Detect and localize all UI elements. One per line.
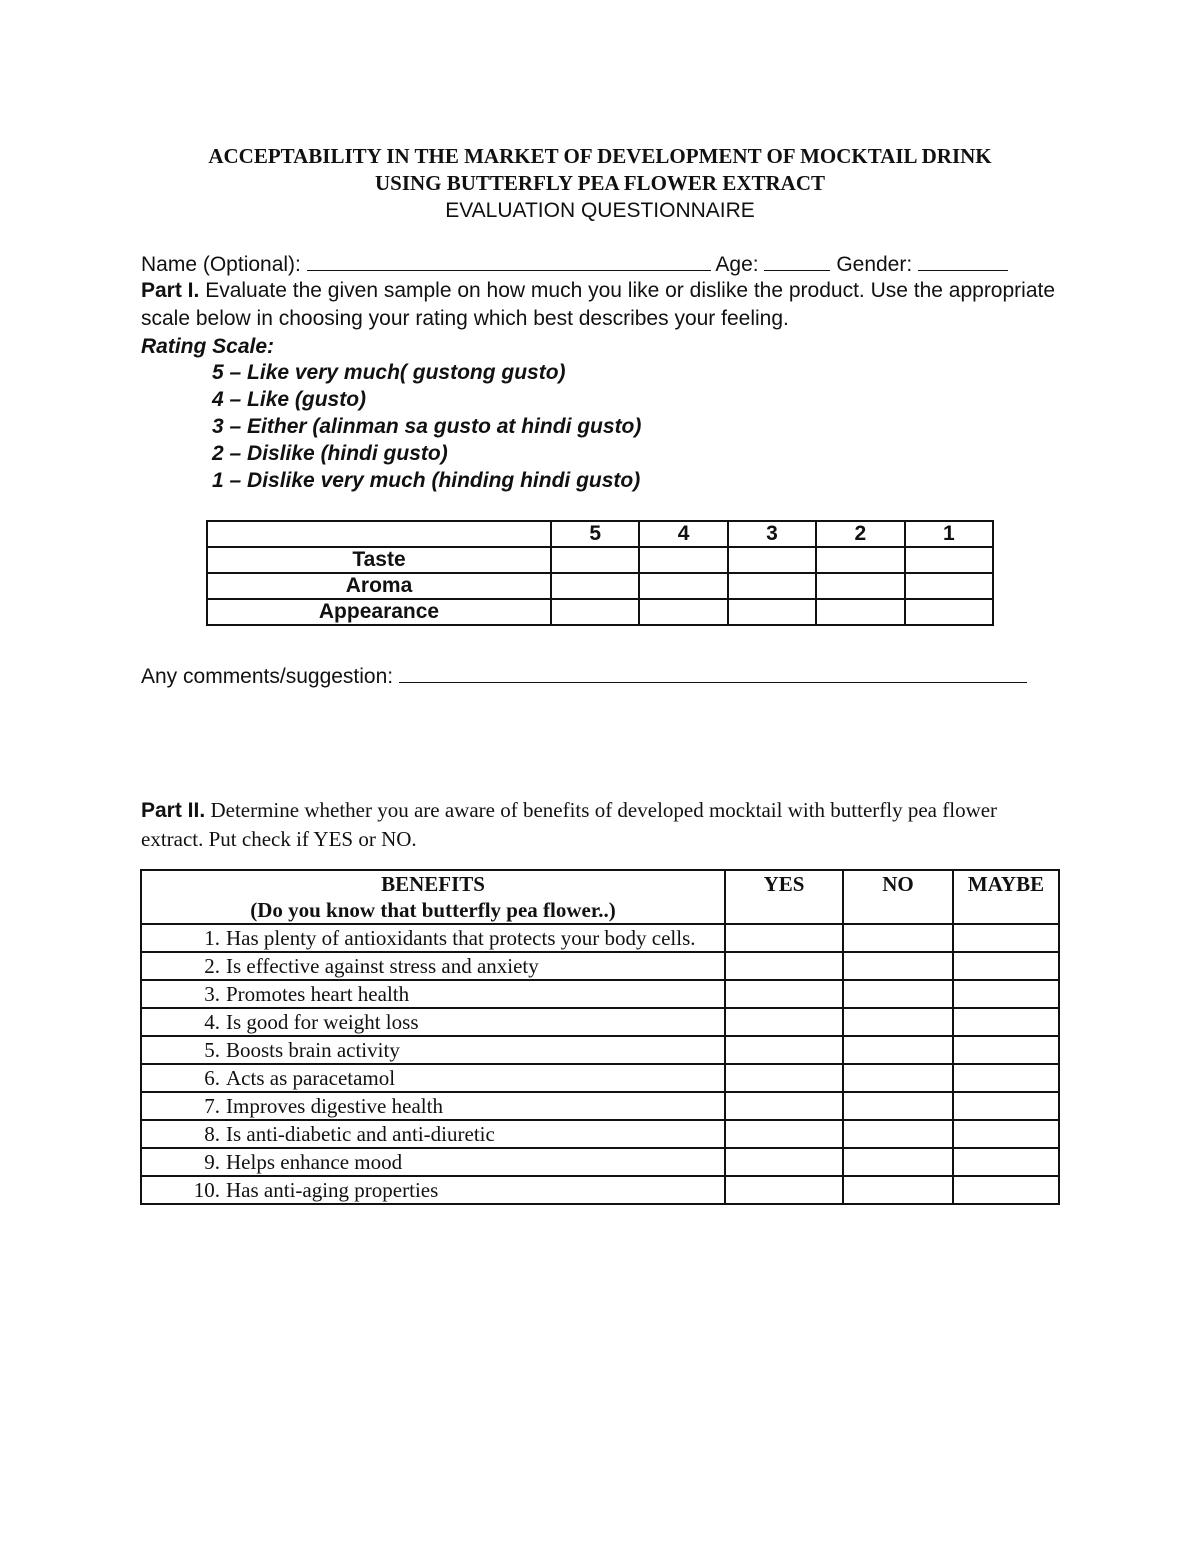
age-label: Age: bbox=[715, 253, 759, 276]
scale-item: 2 – Dislike (hindi gusto) bbox=[212, 442, 448, 465]
name-field[interactable] bbox=[307, 250, 711, 271]
yes-cell[interactable] bbox=[725, 1064, 843, 1092]
rating-row-aroma bbox=[207, 573, 993, 599]
benefit-text: Promotes heart health bbox=[226, 982, 410, 1006]
scale-item: 1 – Dislike very much (hinding hindi gusto) bbox=[212, 469, 641, 492]
benefit-number: 9. bbox=[204, 1150, 220, 1174]
benefit-cell bbox=[141, 1064, 725, 1092]
no-cell[interactable] bbox=[843, 952, 953, 980]
part1-instructions bbox=[141, 277, 1059, 333]
comments-label: Any comments/suggestion: bbox=[141, 665, 394, 688]
maybe-cell[interactable] bbox=[953, 1036, 1059, 1064]
benefits-header-row bbox=[141, 870, 1059, 924]
rating-cell[interactable] bbox=[551, 547, 639, 573]
benefit-row bbox=[141, 1036, 1059, 1064]
maybe-header: MAYBE bbox=[953, 870, 1059, 924]
benefit-text: Has plenty of antioxidants that protects your body cells. bbox=[226, 926, 696, 950]
yes-cell[interactable] bbox=[725, 1092, 843, 1120]
no-cell[interactable] bbox=[843, 1120, 953, 1148]
benefit-text: Is effective against stress and anxiety bbox=[226, 954, 539, 978]
maybe-cell[interactable] bbox=[953, 980, 1059, 1008]
scale-item: 3 – Either (alinman sa gusto at hindi gusto) bbox=[212, 415, 642, 438]
benefit-text: Is good for weight loss bbox=[226, 1010, 419, 1034]
part2-label: Part II. bbox=[141, 799, 206, 822]
benefit-row bbox=[141, 1064, 1059, 1092]
document-header bbox=[0, 143, 1200, 224]
rating-header-blank bbox=[207, 521, 551, 547]
benefit-text: Is anti-diabetic and anti-diuretic bbox=[226, 1122, 495, 1146]
rating-col-header: 3 bbox=[728, 521, 816, 547]
scale-item: 5 – Like very much( gustong gusto) bbox=[212, 361, 566, 384]
rating-col-header: 1 bbox=[905, 521, 993, 547]
maybe-cell[interactable] bbox=[953, 1176, 1059, 1204]
benefit-number: 3. bbox=[204, 982, 220, 1006]
criterion-label: Aroma bbox=[207, 573, 551, 599]
rating-cell[interactable] bbox=[728, 547, 816, 573]
benefit-row bbox=[141, 952, 1059, 980]
benefit-row bbox=[141, 1148, 1059, 1176]
rating-cell[interactable] bbox=[551, 573, 639, 599]
benefit-number: 6. bbox=[204, 1066, 220, 1090]
rating-cell[interactable] bbox=[905, 599, 993, 625]
maybe-cell[interactable] bbox=[953, 1092, 1059, 1120]
rating-scale-title: Rating Scale: bbox=[141, 335, 275, 358]
title-line-2: USING BUTTERFLY PEA FLOWER EXTRACT bbox=[374, 171, 826, 195]
maybe-cell[interactable] bbox=[953, 1148, 1059, 1176]
rating-scale-list bbox=[212, 359, 641, 494]
comments-row bbox=[141, 662, 1059, 691]
benefit-number: 5. bbox=[204, 1038, 220, 1062]
no-cell[interactable] bbox=[843, 1092, 953, 1120]
maybe-cell[interactable] bbox=[953, 1120, 1059, 1148]
no-cell[interactable] bbox=[843, 1036, 953, 1064]
benefit-text: Improves digestive health bbox=[226, 1094, 443, 1118]
benefit-row bbox=[141, 924, 1059, 952]
benefit-row bbox=[141, 980, 1059, 1008]
no-cell[interactable] bbox=[843, 980, 953, 1008]
yes-cell[interactable] bbox=[725, 1176, 843, 1204]
rating-col-header: 5 bbox=[551, 521, 639, 547]
maybe-cell[interactable] bbox=[953, 1064, 1059, 1092]
benefit-text: Has anti-aging properties bbox=[226, 1178, 439, 1202]
rating-cell[interactable] bbox=[639, 573, 727, 599]
rating-cell[interactable] bbox=[639, 547, 727, 573]
part1-label: Part I. bbox=[141, 279, 200, 302]
benefit-cell bbox=[141, 1148, 725, 1176]
no-cell[interactable] bbox=[843, 1148, 953, 1176]
maybe-cell[interactable] bbox=[953, 924, 1059, 952]
rating-table bbox=[206, 520, 994, 626]
benefits-header-title: BENEFITS bbox=[381, 872, 485, 896]
benefit-row bbox=[141, 1120, 1059, 1148]
yes-cell[interactable] bbox=[725, 952, 843, 980]
benefit-text: Boosts brain activity bbox=[226, 1038, 400, 1062]
benefits-table bbox=[140, 869, 1060, 1205]
benefit-cell bbox=[141, 952, 725, 980]
rating-cell[interactable] bbox=[905, 573, 993, 599]
title-line-1: ACCEPTABILITY IN THE MARKET OF DEVELOPMENT OF MOCKTAIL DRINK bbox=[208, 144, 992, 168]
benefit-row bbox=[141, 1176, 1059, 1204]
benefit-number: 10. bbox=[193, 1178, 220, 1202]
part2-text: Determine whether you are aware of benefits of developed mocktail with butterfly pea flower extract. Put check if YES or NO. bbox=[141, 798, 998, 851]
rating-cell[interactable] bbox=[816, 547, 904, 573]
benefits-header-subtitle: (Do you know that butterfly pea flower..) bbox=[250, 898, 616, 922]
benefit-cell bbox=[141, 924, 725, 952]
no-cell[interactable] bbox=[843, 1008, 953, 1036]
criterion-label: Appearance bbox=[207, 599, 551, 625]
rating-cell[interactable] bbox=[551, 599, 639, 625]
no-cell[interactable] bbox=[843, 924, 953, 952]
benefit-number: 8. bbox=[204, 1122, 220, 1146]
benefit-number: 4. bbox=[204, 1010, 220, 1034]
rating-cell[interactable] bbox=[728, 573, 816, 599]
gender-label: Gender: bbox=[836, 253, 913, 276]
benefit-row bbox=[141, 1092, 1059, 1120]
yes-cell[interactable] bbox=[725, 924, 843, 952]
yes-cell[interactable] bbox=[725, 1120, 843, 1148]
benefits-header bbox=[141, 870, 725, 924]
part1-text: Evaluate the given sample on how much you like or dislike the product. Use the appropriate scale below in choosing your rating which best describes your feeling. bbox=[141, 279, 1056, 330]
yes-cell[interactable] bbox=[725, 1008, 843, 1036]
maybe-cell[interactable] bbox=[953, 1008, 1059, 1036]
rating-row-appearance bbox=[207, 599, 993, 625]
rating-cell[interactable] bbox=[639, 599, 727, 625]
rating-row-taste bbox=[207, 547, 993, 573]
rating-col-header: 2 bbox=[816, 521, 904, 547]
gender-field[interactable] bbox=[918, 250, 1008, 271]
name-label: Name (Optional): bbox=[141, 253, 301, 276]
benefit-number: 2. bbox=[204, 954, 220, 978]
benefit-cell bbox=[141, 1008, 725, 1036]
benefit-text: Helps enhance mood bbox=[226, 1150, 403, 1174]
benefit-cell bbox=[141, 1120, 725, 1148]
yes-cell[interactable] bbox=[725, 1148, 843, 1176]
rating-cell[interactable] bbox=[816, 573, 904, 599]
part2-instructions bbox=[141, 796, 1059, 854]
respondent-info bbox=[141, 250, 1059, 279]
rating-col-header: 4 bbox=[639, 521, 727, 547]
yes-cell[interactable] bbox=[725, 1036, 843, 1064]
subtitle: EVALUATION QUESTIONNAIRE bbox=[445, 199, 755, 222]
benefit-cell bbox=[141, 1092, 725, 1120]
comments-field[interactable] bbox=[399, 662, 1027, 683]
no-cell[interactable] bbox=[843, 1176, 953, 1204]
criterion-label: Taste bbox=[207, 547, 551, 573]
maybe-cell[interactable] bbox=[953, 952, 1059, 980]
rating-cell[interactable] bbox=[728, 599, 816, 625]
benefit-cell bbox=[141, 980, 725, 1008]
no-cell[interactable] bbox=[843, 1064, 953, 1092]
rating-cell[interactable] bbox=[816, 599, 904, 625]
yes-cell[interactable] bbox=[725, 980, 843, 1008]
benefit-row bbox=[141, 1008, 1059, 1036]
benefit-cell bbox=[141, 1176, 725, 1204]
scale-item: 4 – Like (gusto) bbox=[212, 388, 367, 411]
yes-header: YES bbox=[725, 870, 843, 924]
benefit-number: 1. bbox=[204, 926, 220, 950]
no-header: NO bbox=[843, 870, 953, 924]
benefit-cell bbox=[141, 1036, 725, 1064]
age-field[interactable] bbox=[764, 250, 830, 271]
benefit-number: 7. bbox=[204, 1094, 220, 1118]
rating-cell[interactable] bbox=[905, 547, 993, 573]
rating-header-row bbox=[207, 521, 993, 547]
benefit-text: Acts as paracetamol bbox=[226, 1066, 396, 1090]
